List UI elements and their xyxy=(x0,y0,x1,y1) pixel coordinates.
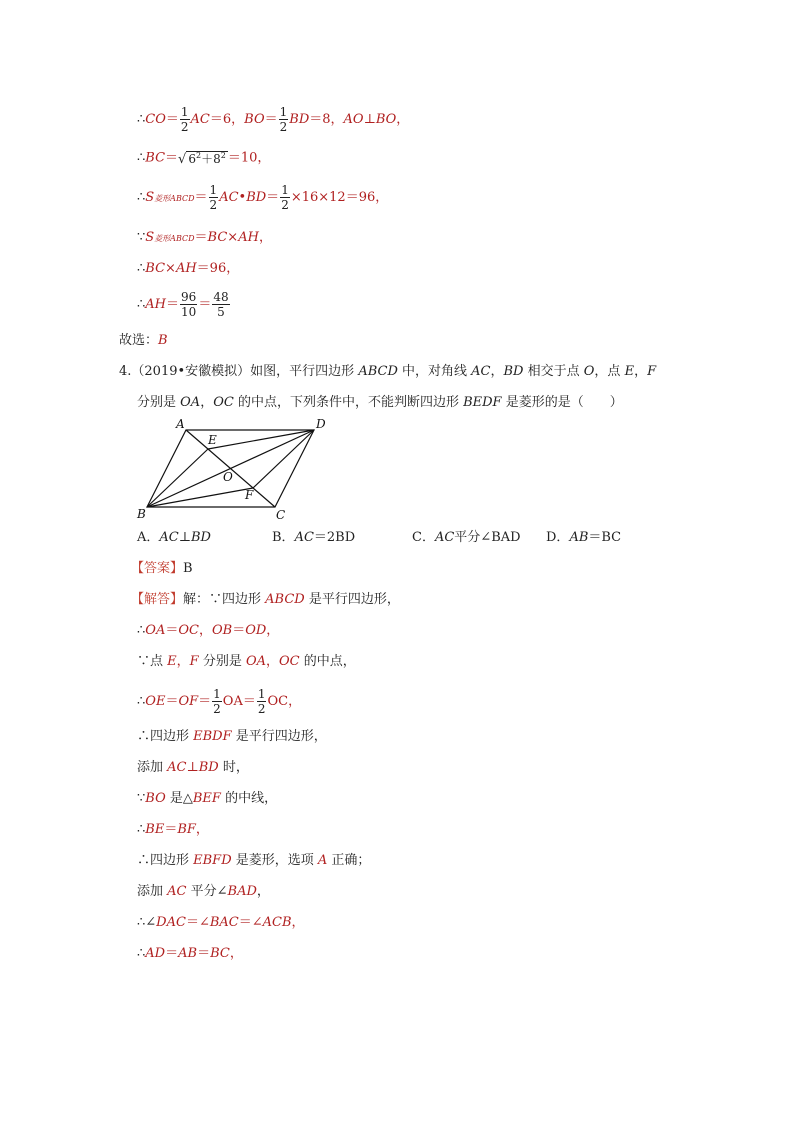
solve-line-6: 添加 AC⊥BD 时， xyxy=(137,760,249,775)
label-b: B xyxy=(137,507,146,521)
fraction: $\frac{1}{2}$ xyxy=(281,183,289,212)
solve-line-10: 添加 AC 平分∠BAD， xyxy=(137,884,270,899)
solution-line-1: ∴CO＝ $\frac{1}{2}$ AC＝6，BO＝ $\frac{1}{2}$ BD＝8，AO⊥BO， xyxy=(137,105,410,134)
parallelogram-figure xyxy=(130,412,340,524)
fraction: $\frac{1}{2}$ xyxy=(257,687,266,716)
solve-line-12: ∴AD＝AB＝BC， xyxy=(137,946,243,961)
fraction: $\frac{1}{2}$ xyxy=(180,105,189,134)
segment-bf xyxy=(147,488,253,507)
label-d: D xyxy=(316,417,326,431)
fraction: $\frac{1}{2}$ xyxy=(213,687,221,716)
solution-line-3: ∴S菱形ABCD＝ $\frac{1}{2}$ AC•BD＝ $\frac{1}{2}$ ×16×12＝96， xyxy=(137,183,389,212)
solve-line-4: ∴OE＝OF＝ $\frac{1}{2}$ OA＝ $\frac{1}{2}$ OC， xyxy=(137,687,302,716)
choose-answer: 故选：B xyxy=(119,333,168,348)
label-o: O xyxy=(223,470,233,484)
answer-line: 【答案】B xyxy=(131,561,193,576)
solution-line-6: ∴AH＝ $\frac{96}{10}$ ＝ $\frac{48}{5}$ xyxy=(137,290,229,319)
question-4-line-2: 分别是 OA，OC 的中点，下列条件中，不能判断四边形 BEDF 是菱形的是（ ） xyxy=(137,395,623,410)
solve-line-5: ∴四边形 EBDF 是平行四边形， xyxy=(137,729,327,744)
solve-line-8: ∴BE＝BF， xyxy=(137,822,209,837)
diagonal-bd xyxy=(147,430,314,507)
fraction: $\frac{1}{2}$ xyxy=(209,183,218,212)
question-4-line-1: 4.（2019•安徽模拟）如图，平行四边形 ABCD 中，对角线 AC，BD 相交于点 O，点 E，F xyxy=(119,364,657,379)
fraction: $\frac{1}{2}$ xyxy=(279,105,288,134)
solve-line-2: ∴OA＝OC，OB＝OD， xyxy=(137,623,280,638)
solution-line-5: ∴BC×AH＝96， xyxy=(137,261,240,276)
label-c: C xyxy=(276,508,286,522)
solve-line-9: ∴四边形 EBFD 是菱形，选项 A 正确； xyxy=(137,853,371,868)
option-a: A．AC⊥BD xyxy=(137,530,211,545)
fraction: $\frac{96}{10}$ xyxy=(181,290,197,319)
segment-ed xyxy=(208,430,314,449)
label-e: E xyxy=(208,433,217,447)
square-root: √ $6^2+8^2$ xyxy=(178,151,226,167)
option-b: B．AC＝2BD xyxy=(272,530,356,545)
option-c: C．AC平分∠BAD xyxy=(412,530,521,545)
solution-line-4: ∵S菱形ABCD＝BC×AH， xyxy=(137,230,272,245)
label-a: A xyxy=(176,417,185,431)
solve-line-1: 【解答】解：∵四边形 ABCD 是平行四边形， xyxy=(131,592,400,607)
option-d: D．AB＝BC xyxy=(546,530,622,545)
fraction: $\frac{48}{5}$ xyxy=(213,290,229,319)
solve-line-7: ∵BO 是△BEF 的中线， xyxy=(137,791,278,806)
label-f: F xyxy=(245,488,254,502)
solve-line-3: ∵点 E，F 分别是 OA，OC 的中点， xyxy=(137,654,356,669)
solution-line-2: ∴BC＝√ $6^2+8^2 =10$， xyxy=(137,146,270,170)
solve-line-11: ∴∠DAC＝∠BAC＝∠ACB， xyxy=(137,915,305,930)
